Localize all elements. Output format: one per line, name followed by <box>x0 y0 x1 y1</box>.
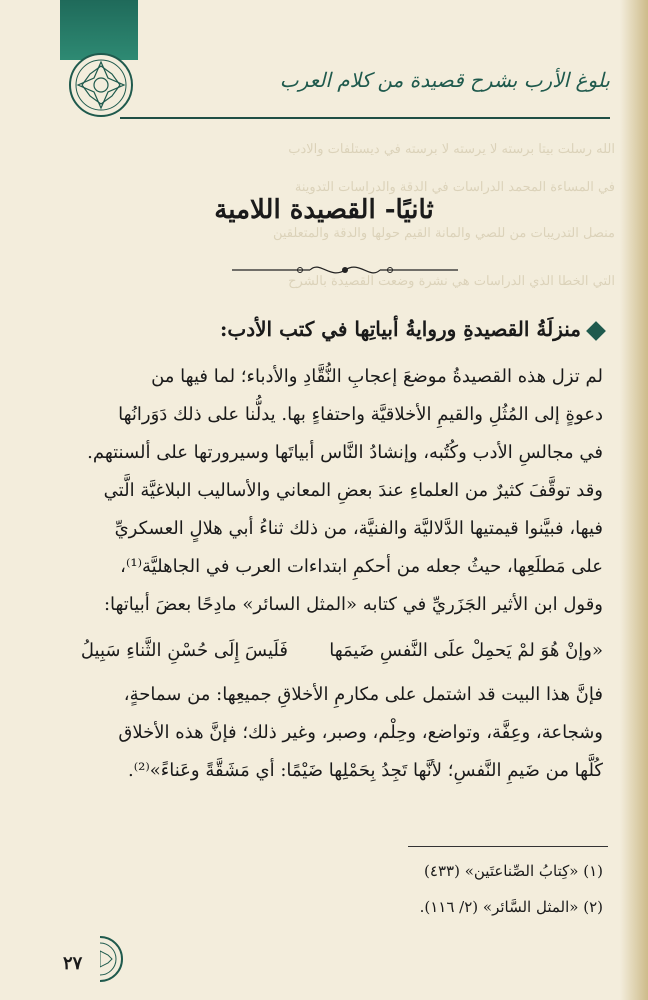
footnote-separator <box>408 846 608 847</box>
body-line: فإنَّ هذا البيت قد اشتمل على مكارمِ الأخلاقِ جميعِها: من سماحةٍ، <box>123 684 603 705</box>
page-edge-shadow <box>620 0 648 1000</box>
footnote: (٢) «المثل السَّائر» (٢/ ١١٦). <box>419 898 603 916</box>
body-line: وشجاعة، وعِفَّة، وتواضع، وحِلْم، وصبر، وغير ذلك؛ فإنَّ هذه الأخلاق <box>118 722 603 743</box>
bleed-through-line: منصل التدريبات من للصي والمانة القيم حولها والدقة والمتعلقين <box>272 226 615 241</box>
footnote: (١) «كِتابُ الصِّناعتَين» (٤٣٣) <box>424 862 603 880</box>
header-medallion-icon <box>68 52 134 118</box>
body-line: دعوةٍ إلى المُثُلِ والقيمِ الأخلاقيَّة واحتفاءٍ بها. يدلُّنا على ذلك دَوَرانُها <box>118 404 603 425</box>
verse-second-hemistich: فَلَيسَ إِلَى حُسْنِ الثَّناءِ سَبِيلُ <box>80 640 288 661</box>
subheading <box>220 317 603 341</box>
body-line: في مجالسِ الأدب وكُتُبه، وإنشادُ النَّاس أبياتَها وسيرورتها على ألسنتهم. <box>87 442 603 463</box>
subheading-text: منزلَةُ القصيدةِ وروايةُ أبياتِها في كتب الأدب: <box>220 317 581 341</box>
corner-tab <box>60 0 138 60</box>
bullet-marker-icon <box>586 321 606 341</box>
decorative-divider <box>230 260 460 280</box>
body-line: على مَطلَعِها، حيثُ جعله من أحكمِ ابتداءات العرب في الجاهليَّة⁽¹⁾، <box>120 556 603 577</box>
header-rule <box>120 117 610 119</box>
bleed-through-line: الله رسلت بيتا برسته لا يرسته لا برسته في ديستلفات والادب <box>288 142 615 157</box>
body-line: كُلَّها من ضَيمِ النَّفسِ؛ لأنَّها تَجِدُ بِحَمْلِها ضَيْمًا: أي مَشَقَّةً وعَناءً»⁽²⁾. <box>127 760 603 781</box>
running-header-title: بلوغ الأرب بشرح قصيدة من كلام العرب <box>279 68 610 92</box>
verse-first-hemistich: «وإنْ هُوَ لمْ يَحمِلْ علَى النَّفسِ ضَيمَها <box>329 640 603 661</box>
page-number: ٢٧ <box>63 953 83 974</box>
footer-medallion-icon <box>100 935 134 983</box>
body-line: لم تزل هذه القصيدةُ موضعَ إعجابِ النُّقَّادِ والأدباء؛ لما فيها من <box>151 366 603 387</box>
bleed-through-line: في المساءة المحمد الدراسات في الدقة والدراسات التدوينة <box>294 180 615 195</box>
bleed-through-line: التي الخطا الذي الدراسات هي نشرة وضعت القصيدة بالشرح <box>288 274 615 289</box>
body-line: وقد توقَّفَ كثيرٌ من العلماءِ عندَ بعضِ المعاني والأساليب البلاغيَّة الَّتي <box>103 480 603 501</box>
body-line: فيها، فبيَّنوا قيمتيها الدَّلاليَّة والفنيَّة، من ذلك ثناءُ أبي هلالٍ العسكريِّ <box>114 518 603 539</box>
section-title: ثانيًا- القصيدة اللامية <box>214 195 434 225</box>
body-line: وقول ابن الأثير الجَزَريِّ في كتابه «المثل السائر» مادِحًا بعضَ أبياتها: <box>103 594 603 615</box>
